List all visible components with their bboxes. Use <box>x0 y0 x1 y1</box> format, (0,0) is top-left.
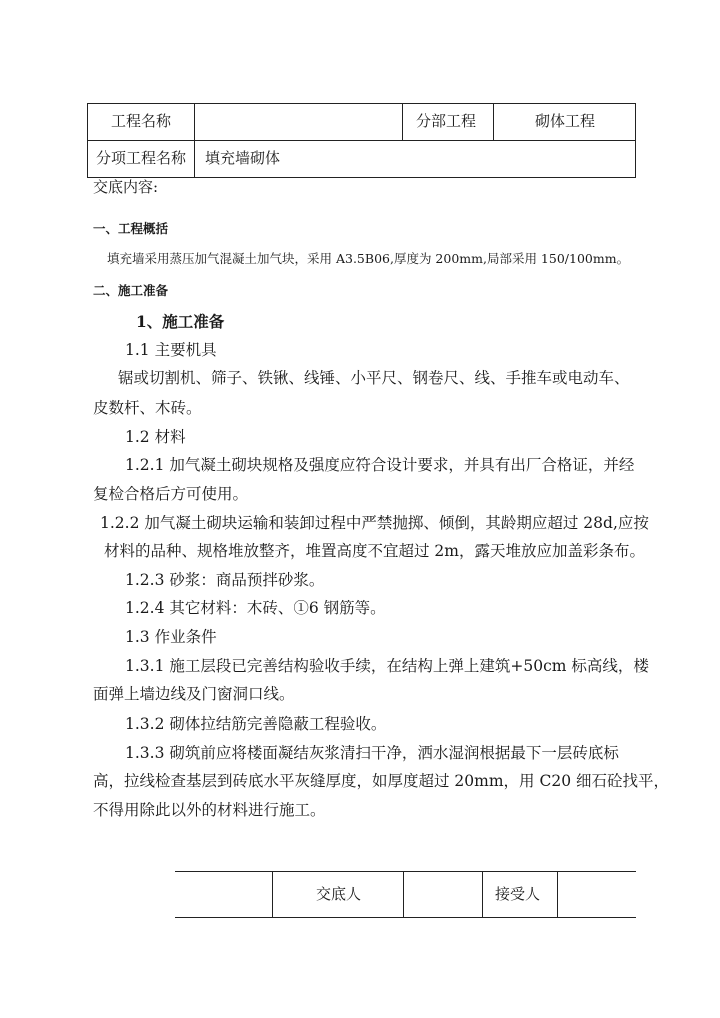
material-123: 1.2.3 砂浆：商品预拌砂浆。 <box>125 571 325 589</box>
footer-bottom-border <box>175 917 636 918</box>
condition-133-line-2: 高，拉线检查基层到砖底水平灰缝厚度，如厚度超过 20mm，用 C20 细石砼找平， <box>93 772 669 790</box>
division-label: 分部工程 <box>416 112 477 130</box>
subitem-label: 分项工程名称 <box>96 149 187 167</box>
condition-131-line-1: 1.3.1 施工层段已完善结构验收手续，在结构上弹上建筑+50cm 标高线，楼 <box>125 657 649 675</box>
overview-text: 填充墙采用蒸压加气混凝土加气块，采用 A3.5B06,厚度为 200mm,局部采用 150/100mm。 <box>107 251 630 266</box>
footer-col-divider-4 <box>557 871 558 917</box>
subitem-value: 填充墙砌体 <box>205 149 281 167</box>
material-124: 1.2.4 其它材料：木砖、①6 钢筋等。 <box>125 599 386 617</box>
condition-131-line-2: 面弹上墙边线及门窗洞口线。 <box>93 685 295 703</box>
prep-heading: 二、施工准备 <box>93 283 169 298</box>
machinery-heading: 1.1 主要机具 <box>125 341 217 359</box>
header-col-divider-1 <box>194 103 195 178</box>
header-row-divider <box>87 140 636 141</box>
discloser-label: 交底人 <box>316 885 362 903</box>
conditions-heading: 1.3 作业条件 <box>125 628 217 646</box>
material-121-line-2: 复检合格后方可使用。 <box>93 485 249 503</box>
material-122-line-1: 1.2.2 加气凝土砌块运输和装卸过程中严禁抛掷、倾倒，其龄期应超过 28d,应按 <box>100 514 649 532</box>
condition-132: 1.3.2 砌体拉结筋完善隐蔽工程验收。 <box>125 715 387 733</box>
overview-heading: 一、工程概括 <box>93 221 169 236</box>
footer-top-border <box>175 871 636 872</box>
receiver-label: 接受人 <box>495 885 541 903</box>
header-col-divider-3 <box>493 103 494 141</box>
project-name-label: 工程名称 <box>111 112 172 130</box>
condition-133-line-3: 不得用除此以外的材料进行施工。 <box>93 801 326 819</box>
machinery-line-2: 皮数杆、木砖。 <box>93 399 202 417</box>
material-122-line-2: 材料的品种、规格堆放整齐，堆置高度不宜超过 2m，露天堆放应加盖彩条布。 <box>104 542 645 560</box>
prep-subheading: 1、施工准备 <box>136 312 225 331</box>
footer-col-divider-3 <box>482 871 483 917</box>
condition-133-line-1: 1.3.3 砌筑前应将楼面凝结灰浆清扫干净，洒水湿润根据最下一层砖底标 <box>125 744 619 762</box>
materials-heading: 1.2 材料 <box>125 428 186 446</box>
division-value: 砌体工程 <box>535 112 596 130</box>
footer-col-divider-2 <box>403 871 404 917</box>
header-col-divider-2 <box>402 103 403 141</box>
machinery-line-1: 锯或切割机、筛子、铁锹、线锤、小平尺、钢卷尺、线、手推车或电动车、 <box>118 369 630 387</box>
material-121-line-1: 1.2.1 加气凝土砌块规格及强度应符合设计要求，并具有出厂合格证，并经 <box>125 456 635 474</box>
footer-col-divider-1 <box>272 871 273 917</box>
content-label: 交底内容: <box>93 178 159 196</box>
